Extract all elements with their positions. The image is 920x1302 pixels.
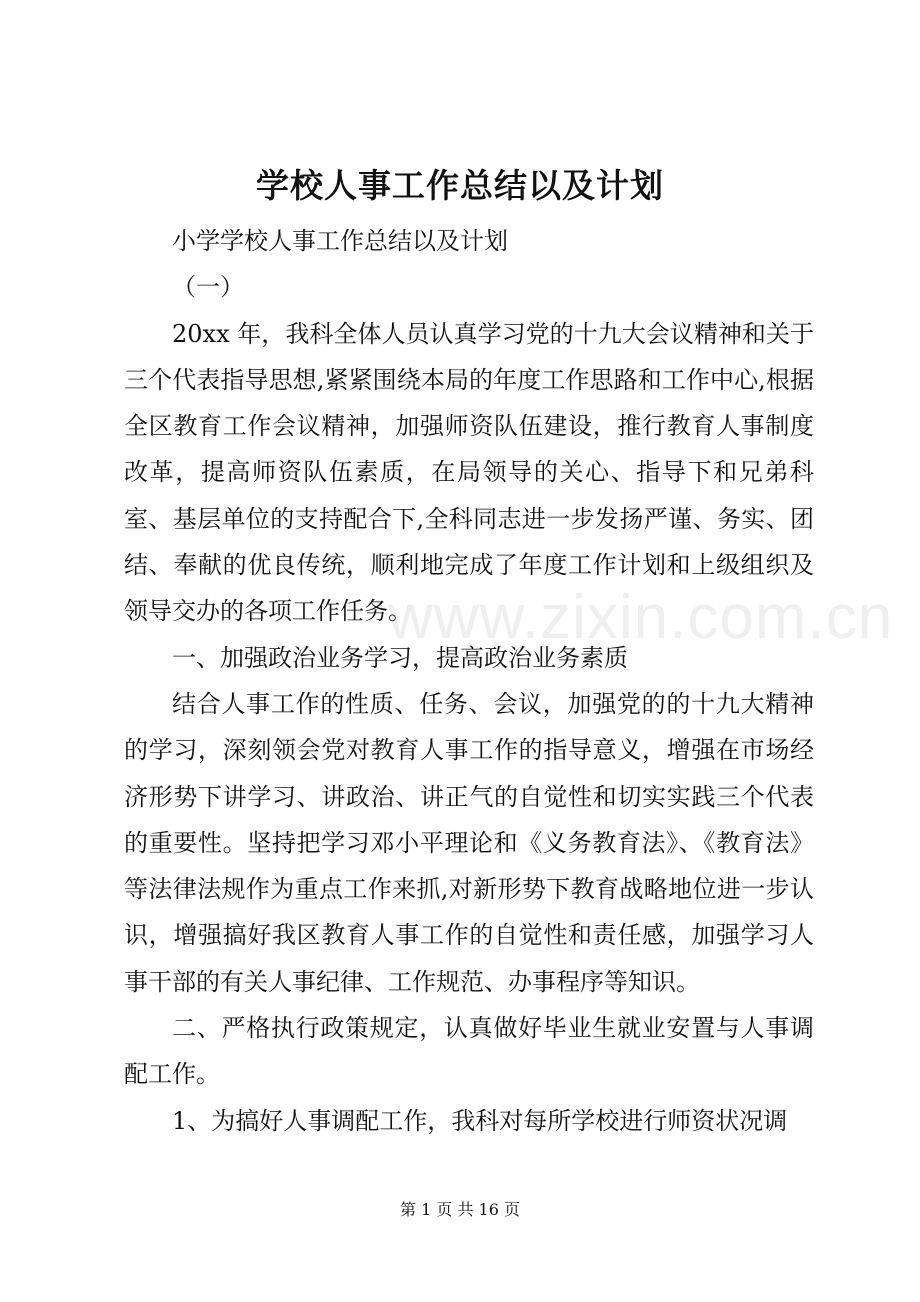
document-body bbox=[124, 218, 814, 1144]
subtitle-paragraph: 小学学校人事工作总结以及计划 bbox=[172, 227, 508, 255]
item-one-paragraph: 1、为搞好人事调配工作，我科对每所学校进行师资状况调 bbox=[172, 1106, 788, 1135]
section-heading-two: 二、严格执行政策规定，认真做好毕业生就业安置与人事调配工作。 bbox=[124, 1014, 814, 1089]
intro-paragraph: 20xx 年，我科全体人员认真学习党的十九大会议精神和关于三个代表指导思想,紧紧围绕本局的年度工作思路和工作中心,根据全区教育工作会议精神，加强师资队伍建设，推行教育人事制度改革，提高师资队伍素质，在局领导的关心、指导下和兄弟科室、基层单位的支持配合下,全科同志进一步发扬严谨、务实、团结、奉献的优良传统，顺利地完成了年度工作计划和上级组织及领导交办的各项工作任务。 bbox=[124, 319, 814, 626]
page-footer: 第 1 页 共 16 页 bbox=[400, 1200, 520, 1219]
section-number-paragraph: （一） bbox=[172, 273, 244, 302]
page-title: 学校人事工作总结以及计划 bbox=[256, 166, 664, 205]
section-heading-one: 一、加强政治业务学习，提高政治业务素质 bbox=[172, 643, 628, 672]
section-one-paragraph: 结合人事工作的性质、任务、会议，加强党的的十九大精神的学习，深刻领会党对教育人事工作的指导意义，增强在市场经济形势下讲学习、讲政治、讲正气的自觉性和切实实践三个代表的重要性。坚持把学习邓小平理论和《义务教育法》、《教育法》等法律法规作为重点工作来抓,对新形势下教育战略地位进一步认识，增强搞好我区教育人事工作的自觉性和责任感，加强学习人事干部的有关人事纪律、工作规范、办事程序等知识。 bbox=[124, 689, 814, 996]
watermark: www.zixin.com.cn bbox=[388, 583, 894, 652]
